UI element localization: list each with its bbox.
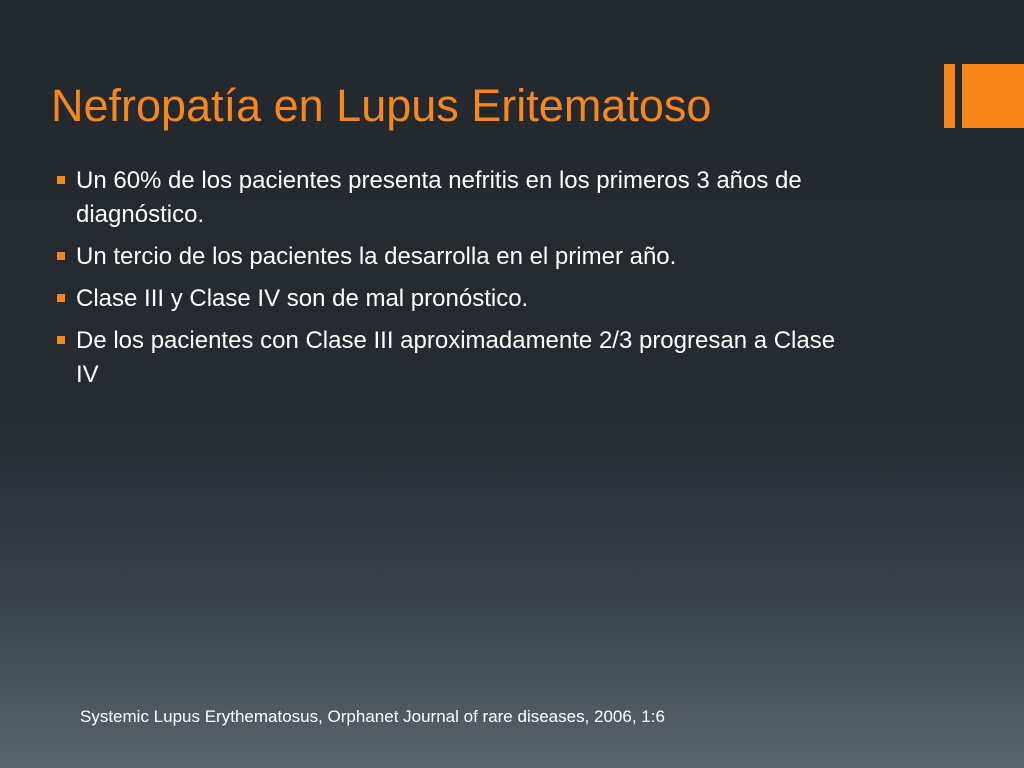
bullet-item (56, 324, 846, 392)
brand-bar-thick (962, 64, 1024, 128)
brand-bar-thin (944, 64, 955, 128)
bullet-text: Clase III y Clase IV son de mal pronóstico. (76, 285, 529, 312)
bullet-item (56, 282, 846, 316)
slide-title: Nefropatía en Lupus Eritematoso (51, 80, 712, 131)
citation: Systemic Lupus Erythematosus, Orphanet Journal of rare diseases, 2006, 1:6 (80, 707, 665, 726)
bullet-item (56, 240, 846, 274)
bullet-text: De los pacientes con Clase III aproximadamente 2/3 progresan a Clase IV (76, 327, 836, 388)
bullet-list (56, 164, 846, 400)
bullet-text: Un 60% de los pacientes presenta nefritis en los primeros 3 años de diagnóstico. (76, 167, 802, 228)
square-bullet-icon (57, 252, 65, 260)
bullet-text: Un tercio de los pacientes la desarrolla en el primer año. (76, 243, 677, 270)
square-bullet-icon (57, 176, 65, 184)
square-bullet-icon (57, 336, 65, 344)
bullet-item (56, 164, 846, 232)
square-bullet-icon (57, 294, 65, 302)
